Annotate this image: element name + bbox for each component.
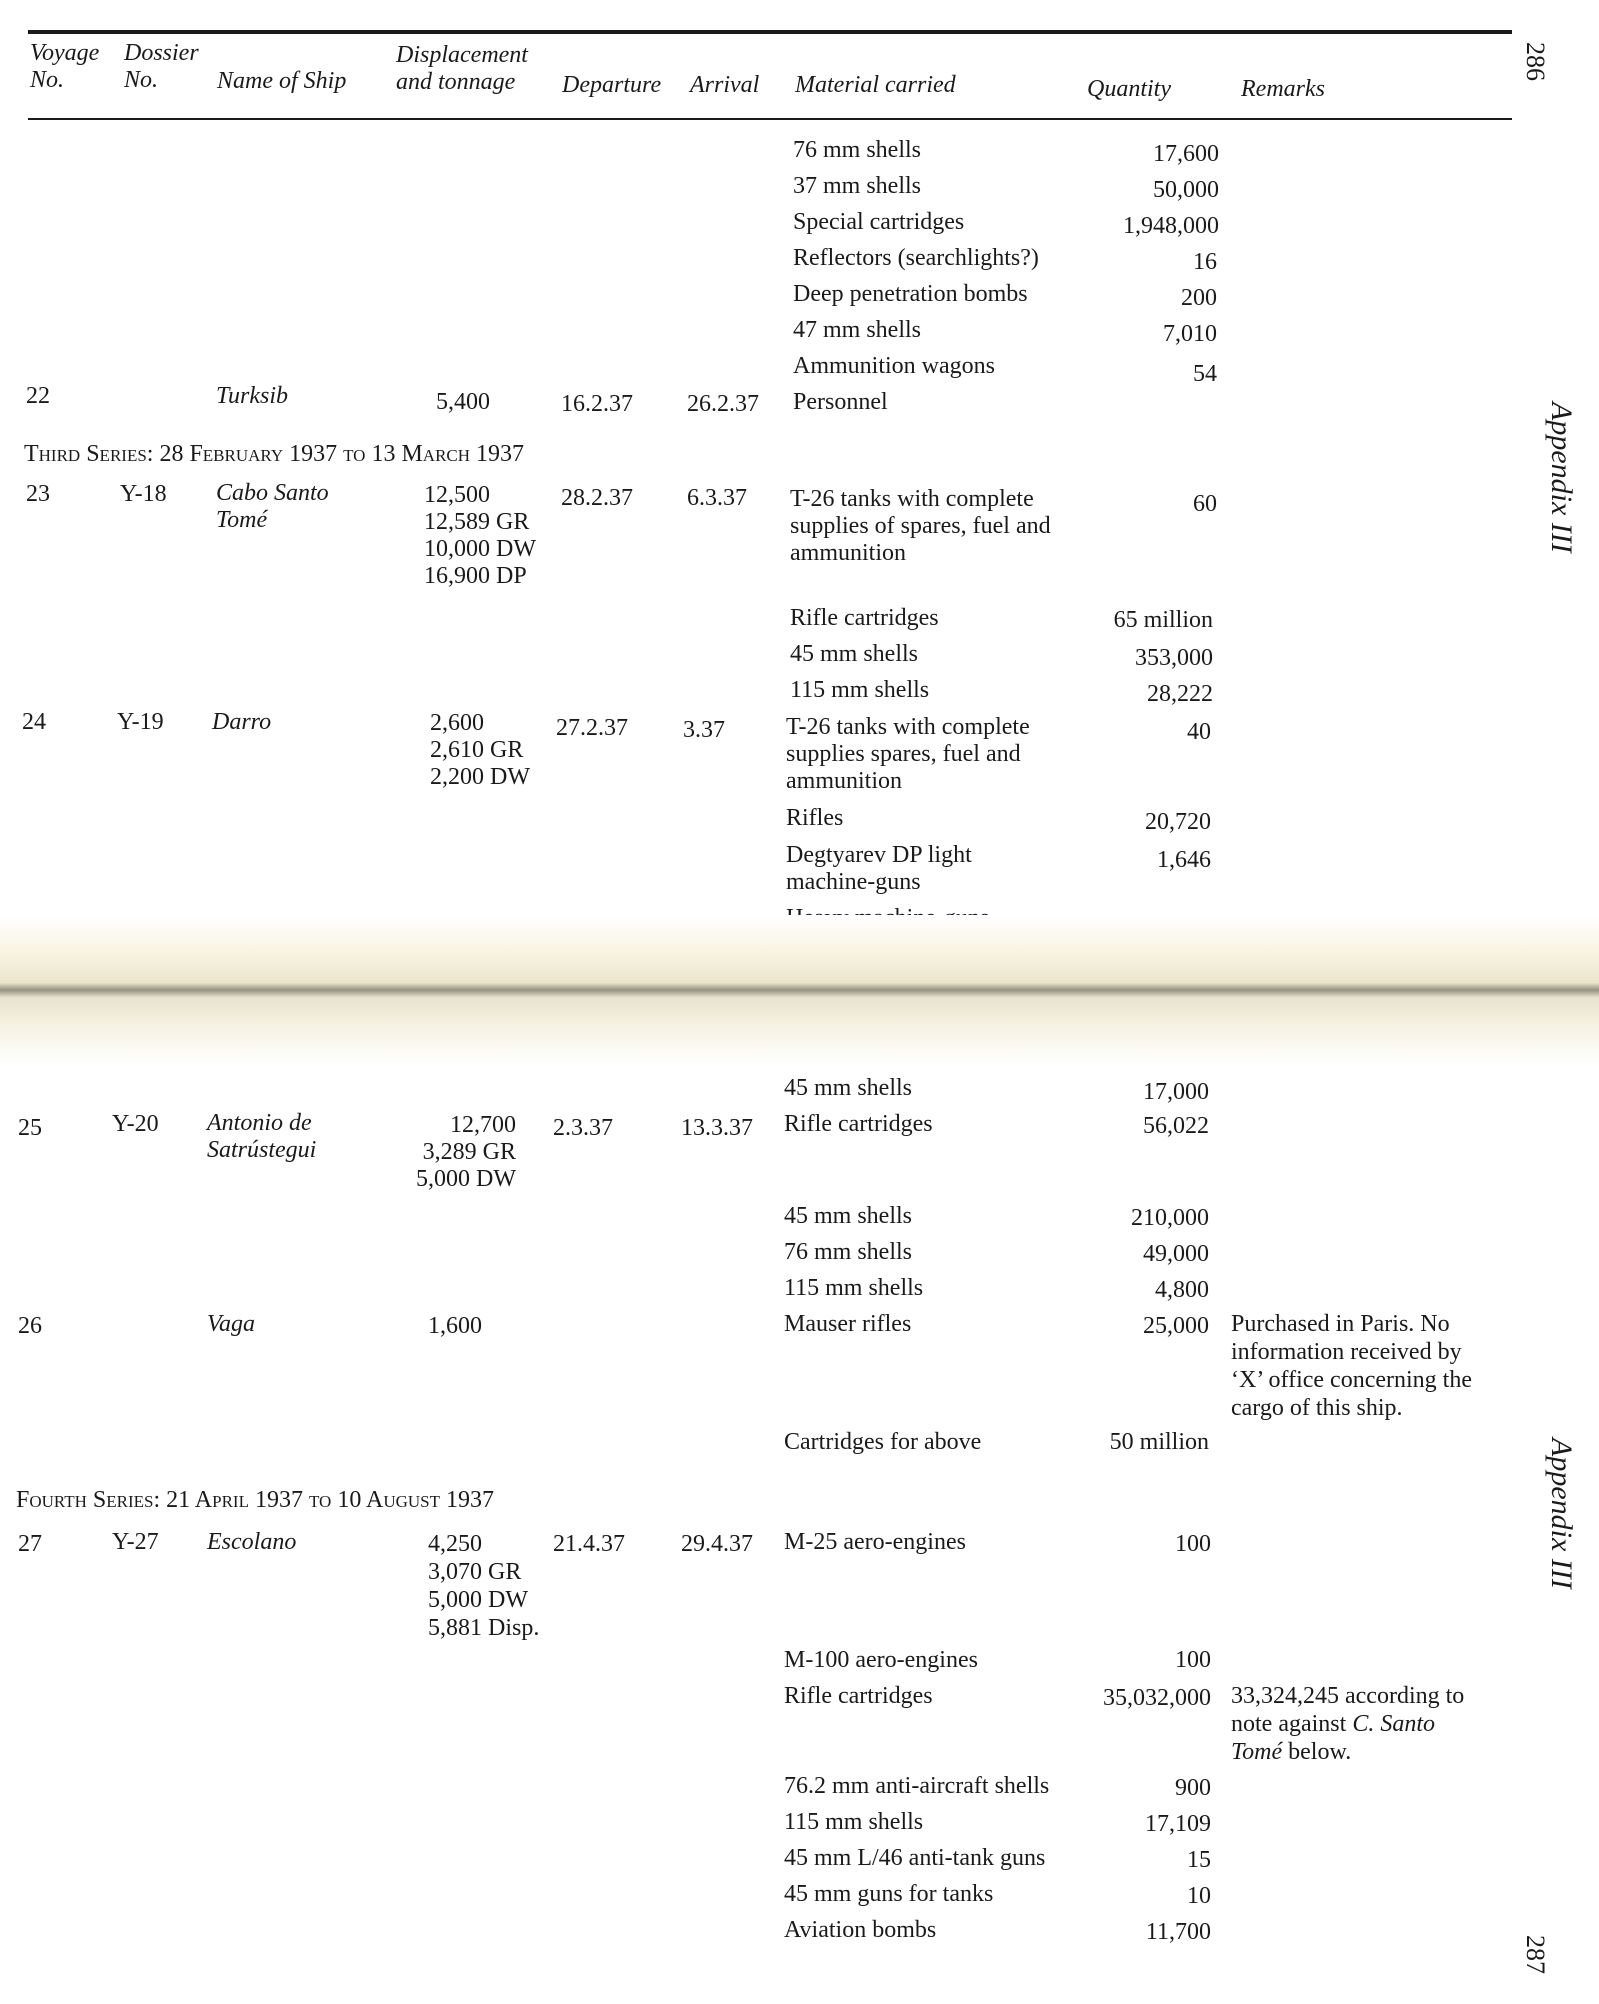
series-heading-fourth: Fourth Series: 21 April 1937 to 10 August 1937 <box>16 1487 494 1513</box>
material-cell: Special cartridges <box>793 209 965 235</box>
quantity-cell: 1,948,000 <box>1123 213 1219 239</box>
header-quantity: Quantity <box>1087 76 1171 102</box>
arrival-cell: 29.4.37 <box>681 1531 753 1557</box>
quantity-cell: 65 million <box>1113 607 1213 633</box>
material-cell: 76 mm shells <box>784 1239 913 1265</box>
side-label-top: Appendix III <box>1545 402 1578 553</box>
material-cell: 45 mm L/46 anti-tank guns <box>784 1845 1046 1871</box>
quantity-cell: 10 <box>1187 1883 1211 1909</box>
remarks-ship-name: C. Santo Tomé <box>1231 1711 1435 1765</box>
voyage-cell: 26 <box>18 1313 42 1339</box>
header-arrival: Arrival <box>690 72 760 98</box>
material-cell: Reflectors (searchlights?) <box>793 245 1039 271</box>
material-cell: 47 mm shells <box>793 317 922 343</box>
departure-cell: 21.4.37 <box>553 1531 625 1557</box>
material-cell: 45 mm shells <box>784 1075 913 1101</box>
material-cell: 45 mm shells <box>790 641 919 667</box>
material-cell: Mauser rifles <box>784 1311 912 1337</box>
material-cell: Rifles <box>786 805 844 831</box>
quantity-cell: 35,032,000 <box>1103 1685 1211 1711</box>
ship-cell: Antonio de Satrústegui <box>207 1110 317 1163</box>
arrival-cell: 13.3.37 <box>681 1115 753 1141</box>
material-cell: Ammunition wagons <box>793 353 995 379</box>
remarks-text: below. <box>1282 1739 1352 1765</box>
material-cell: Degtyarev DP light machine-guns <box>786 842 972 895</box>
material-cell: T-26 tanks with complete supplies of spares, fuel and ammunition <box>790 486 1051 566</box>
quantity-cell: 17,109 <box>1145 1811 1211 1837</box>
material-cell: 37 mm shells <box>793 173 922 199</box>
header-material: Material carried <box>795 72 956 98</box>
dossier-cell: Y-27 <box>112 1529 159 1555</box>
material-cell: 45 mm guns for tanks <box>784 1881 994 1907</box>
quantity-cell: 1,646 <box>1157 847 1211 873</box>
ship-cell: Vaga <box>207 1311 255 1337</box>
voyage-cell: 24 <box>22 709 46 735</box>
remarks-cell: Purchased in Paris. No information received by ‘X’ office concerning the cargo of this ship. <box>1231 1311 1472 1421</box>
arrival-cell: 3.37 <box>683 717 725 743</box>
material-cell: Rifle cartridges <box>784 1683 933 1709</box>
arrival-cell: 6.3.37 <box>687 485 747 511</box>
side-label-bottom: Appendix III <box>1545 1438 1578 1589</box>
quantity-cell: 17,600 <box>1153 141 1219 167</box>
quantity-cell: 100 <box>1175 1531 1211 1557</box>
voyage-cell: 22 <box>26 383 50 409</box>
quantity-cell: 100 <box>1175 1647 1211 1673</box>
material-cell: Aviation bombs <box>784 1917 937 1943</box>
dossier-cell: Y-18 <box>120 481 167 507</box>
quantity-cell: 25,000 <box>1143 1313 1209 1339</box>
dossier-cell: Y-20 <box>112 1111 159 1137</box>
quantity-cell: 17,000 <box>1143 1079 1209 1105</box>
quantity-cell: 15 <box>1187 1847 1211 1873</box>
material-cell: 76 mm shells <box>793 137 922 163</box>
material-cell: 45 mm shells <box>784 1203 913 1229</box>
quantity-cell: 60 <box>1193 491 1217 517</box>
header-rule <box>28 118 1512 120</box>
voyage-cell: 23 <box>26 481 50 507</box>
page-number-top: 286 <box>1521 42 1550 81</box>
material-cell: Cartridges for above <box>784 1429 982 1455</box>
material-cell: Rifle cartridges <box>790 605 939 631</box>
quantity-cell: 210,000 <box>1131 1205 1209 1231</box>
quantity-cell: 900 <box>1175 1775 1211 1801</box>
departure-cell: 2.3.37 <box>553 1115 613 1141</box>
quantity-cell: 50,000 <box>1153 177 1219 203</box>
material-cell: Deep penetration bombs <box>793 281 1028 307</box>
header-displacement: Displacement and tonnage <box>396 42 528 95</box>
page-fold <box>0 915 1599 1065</box>
quantity-cell: 200 <box>1181 285 1217 311</box>
quantity-cell: 7,010 <box>1163 321 1217 347</box>
quantity-cell: 16 <box>1193 249 1217 275</box>
material-cell: 115 mm shells <box>784 1275 924 1301</box>
ship-cell: Escolano <box>207 1529 297 1555</box>
material-cell: Personnel <box>793 389 888 415</box>
quantity-cell: 54 <box>1193 361 1217 387</box>
voyage-cell: 27 <box>18 1531 42 1557</box>
series-heading-third: Third Series: 28 February 1937 to 13 March 1937 <box>24 441 525 467</box>
quantity-cell: 40 <box>1187 719 1211 745</box>
departure-cell: 28.2.37 <box>561 485 633 511</box>
dossier-cell: Y-19 <box>117 709 164 735</box>
remarks-text: 33,324,245 according to note against <box>1231 1683 1465 1737</box>
displacement-cell: 5,400 <box>436 389 490 415</box>
displacement-cell: 4,250 3,070 GR 5,000 DW 5,881 Disp. <box>428 1531 540 1641</box>
header-departure: Departure <box>562 72 662 98</box>
material-cell: M-100 aero-engines <box>784 1647 978 1673</box>
quantity-cell: 4,800 <box>1155 1277 1209 1303</box>
header-voyage: Voyage No. <box>30 40 100 93</box>
quantity-cell: 50 million <box>1109 1429 1209 1455</box>
displacement-cell: 2,600 2,610 GR 2,200 DW <box>430 710 530 790</box>
material-cell: T-26 tanks with complete supplies spares, fuel and ammunition <box>786 714 1030 794</box>
material-cell: 115 mm shells <box>790 677 930 703</box>
header-ship: Name of Ship <box>217 68 347 94</box>
material-cell: M-25 aero-engines <box>784 1529 966 1555</box>
top-rule <box>28 30 1512 34</box>
quantity-cell: 353,000 <box>1135 645 1213 671</box>
displacement-cell: 12,500 12,589 GR 10,000 DW 16,900 DP <box>424 482 536 589</box>
arrival-cell: 26.2.37 <box>687 391 759 417</box>
displacement-cell: 12,700 3,289 GR 5,000 DW <box>416 1112 516 1192</box>
header-dossier: Dossier No. <box>124 40 199 93</box>
quantity-cell: 56,022 <box>1143 1113 1209 1139</box>
material-cell: 76.2 mm anti-aircraft shells <box>784 1773 1050 1799</box>
remarks-cell <box>1231 1682 1464 1766</box>
ship-cell: Turksib <box>216 383 289 409</box>
quantity-cell: 11,700 <box>1145 1919 1211 1945</box>
page-number-bottom: 287 <box>1521 1935 1550 1974</box>
displacement-cell: 1,600 <box>428 1313 482 1339</box>
material-cell: 115 mm shells <box>784 1809 924 1835</box>
departure-cell: 27.2.37 <box>556 715 628 741</box>
voyage-cell: 25 <box>18 1115 42 1141</box>
header-remarks: Remarks <box>1241 76 1325 102</box>
quantity-cell: 28,222 <box>1147 681 1213 707</box>
quantity-cell: 49,000 <box>1143 1241 1209 1267</box>
ship-cell: Cabo Santo Tomé <box>216 480 329 533</box>
departure-cell: 16.2.37 <box>561 391 633 417</box>
ship-cell: Darro <box>212 709 272 735</box>
quantity-cell: 20,720 <box>1145 809 1211 835</box>
material-cell: Rifle cartridges <box>784 1111 933 1137</box>
